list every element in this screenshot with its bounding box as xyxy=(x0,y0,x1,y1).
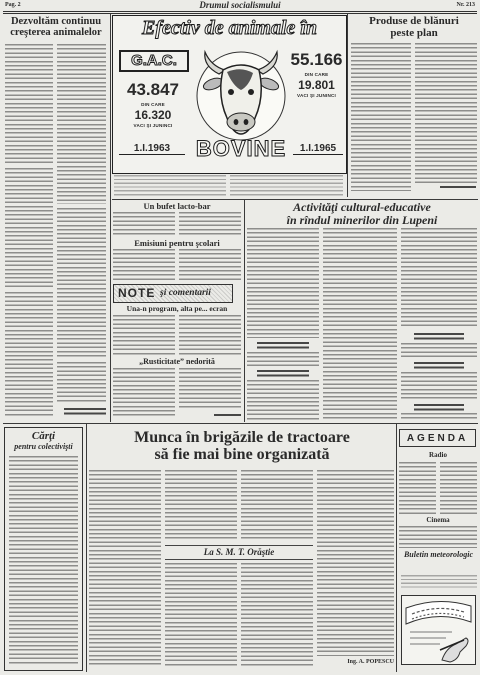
agenda-title: AGENDA xyxy=(399,429,476,447)
notes-section-banner xyxy=(113,284,233,303)
masthead-rule xyxy=(3,11,477,14)
infographic-title: Efectiv de animale în xyxy=(142,17,317,39)
right-date: 1.I.1965 xyxy=(293,143,343,155)
cow-icon xyxy=(193,46,289,142)
column-rule xyxy=(244,200,245,422)
books-subtitle: pentru colectivişti xyxy=(14,442,73,451)
column-rule xyxy=(396,424,397,672)
agenda-cinema-listing xyxy=(399,526,477,548)
right-total: 55.166 xyxy=(290,50,343,69)
article-body-column xyxy=(179,368,241,410)
agenda-cinema-heading: Cinema xyxy=(426,516,450,524)
right-cows: 19.801 xyxy=(298,78,335,92)
culture-headline-line1: Activităţi cultural-educative xyxy=(293,200,431,214)
article-body-column xyxy=(113,315,175,355)
books-list xyxy=(9,456,78,666)
article-body-column xyxy=(5,44,53,164)
left-date: 1.I.1963 xyxy=(119,143,185,155)
livestock-headline-line2: creşterea animalelor xyxy=(10,27,102,39)
article-body-column xyxy=(113,368,175,418)
article-body-column xyxy=(179,212,241,237)
page-number: Pag. 2 xyxy=(5,2,21,8)
tractors-headline-line2: să fie mai bine organizată xyxy=(154,446,330,464)
article-body-column xyxy=(57,362,106,404)
tractors-byline: Ing. A. POPESCU xyxy=(347,659,394,665)
article-body-column xyxy=(5,292,53,416)
books-title: Cărţi xyxy=(31,430,56,442)
article-body-column xyxy=(401,343,477,357)
article-subheading xyxy=(414,404,464,411)
article-body-column xyxy=(57,208,106,358)
article-body-column xyxy=(401,228,477,328)
article-body-column xyxy=(351,43,411,191)
left-of-which: DIN CARE xyxy=(141,102,165,107)
agenda-radio-listing xyxy=(440,462,477,514)
notes-section-title: NOTE xyxy=(118,286,156,300)
article-body-column xyxy=(247,228,319,338)
books-box xyxy=(4,427,83,671)
article-body-column xyxy=(247,380,319,420)
column-rule xyxy=(347,14,348,197)
article-body-column xyxy=(165,470,237,540)
column-rule xyxy=(86,424,87,672)
writing-hand-icon xyxy=(400,594,477,666)
infographic-org-label: G.A.C. xyxy=(119,50,189,72)
article-body-column xyxy=(89,470,161,666)
article-body-column xyxy=(401,413,477,421)
bufet-headline: Un bufet lacto-bar xyxy=(143,201,211,211)
article-subheading xyxy=(414,362,464,369)
emisiuni-headline: Emisiuni pentru şcolari xyxy=(134,238,220,248)
section-rule xyxy=(3,423,478,424)
culture-headline xyxy=(246,201,478,227)
left-total: 43.847 xyxy=(127,80,179,99)
tractors-headline-line1: Munca în brigăzile de tractoare xyxy=(134,429,350,446)
infographic-category: BOVINE xyxy=(195,136,287,161)
notes-section-subtitle: şi comentarii xyxy=(160,288,211,298)
note2-headline: „Rusticitate” nedorită xyxy=(139,357,215,366)
furs-headline xyxy=(350,16,478,40)
article-body-column xyxy=(113,249,175,281)
right-cows-label: VACI ŞI JUNINCI xyxy=(297,93,336,98)
article-body-column xyxy=(241,470,313,540)
furs-headline-line1: Produse de blănuri xyxy=(369,15,459,27)
issue-number: Nr. 213 xyxy=(456,2,475,8)
article-body-column xyxy=(247,352,319,366)
column-rule xyxy=(110,14,111,422)
weather-bulletin-text xyxy=(401,575,477,590)
article-byline xyxy=(64,408,106,415)
tractors-headline xyxy=(88,429,396,464)
article-subheading xyxy=(257,370,309,377)
article-body-column xyxy=(241,563,313,666)
right-of-which: DIN CARE xyxy=(304,72,329,77)
agenda-radio-listing xyxy=(399,462,436,514)
article-body-column xyxy=(317,470,394,656)
article-body-column xyxy=(5,168,53,288)
newspaper-title: Drumul socialismului xyxy=(199,0,281,10)
infographic-caption xyxy=(114,175,226,197)
culture-headline-line2: în rîndul minerilor din Lupeni xyxy=(286,212,438,227)
left-cows: 16.320 xyxy=(134,108,172,122)
article-body-column xyxy=(415,43,477,183)
weather-bulletin-heading: Buletin meteorologic xyxy=(403,550,474,559)
livestock-headline-line1: Dezvoltăm continuu xyxy=(10,16,102,27)
infographic-caption xyxy=(230,175,343,197)
article-body-column xyxy=(165,563,237,666)
article-body-column xyxy=(323,228,397,420)
left-cows-label: VACI ŞI JUNINCI xyxy=(133,123,173,128)
livestock-infographic xyxy=(112,15,347,174)
article-body-column xyxy=(401,372,477,400)
agenda-radio-heading: Radio xyxy=(429,451,447,459)
article-body-column xyxy=(179,315,241,355)
article-body-column xyxy=(57,44,106,204)
note1-headline: Una-n program, alta pe... ecran xyxy=(126,304,228,313)
article-body-column xyxy=(179,249,241,281)
tractors-subheading: La S. M. T. Orăştie xyxy=(165,545,313,560)
article-subheading xyxy=(414,333,464,340)
article-body-column xyxy=(113,212,175,237)
article-subheading xyxy=(257,342,309,349)
livestock-headline xyxy=(3,16,109,39)
furs-headline-line2: peste plan xyxy=(390,26,438,39)
article-byline xyxy=(440,186,476,189)
article-byline xyxy=(214,414,241,417)
